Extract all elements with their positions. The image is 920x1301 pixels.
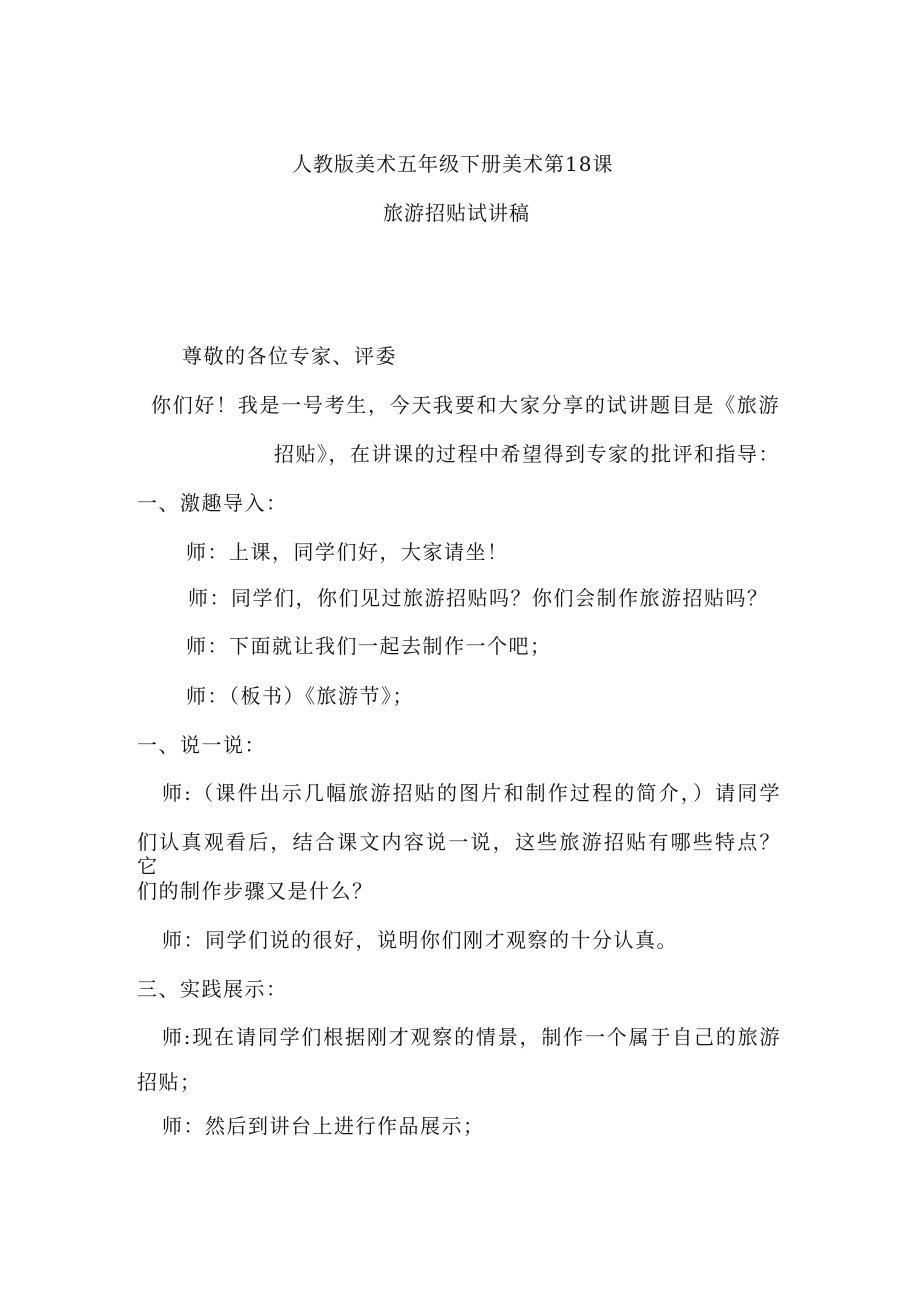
section-heading-discussion: 一、说一说： (137, 733, 266, 757)
paragraph-line: 们的制作步骤又是什么？ (137, 879, 374, 903)
intro-line-2: 招贴》，在讲课的过程中希望得到专家的批评和指导： (274, 442, 780, 466)
paragraph-line: 们认真观看后，结合课文内容说一说，这些旅游招贴有哪些特点？它 (137, 830, 781, 878)
section-heading-warmup: 一、激趣导入： (137, 491, 288, 515)
paragraph-line: 师:现在请同学们根据刚才观察的情景，制作一个属于自己的旅游 (162, 1025, 781, 1049)
paragraph-line: 师：同学们说的很好，说明你们刚才观察的十分认真。 (162, 928, 678, 952)
dialogue-line: 师：下面就让我们一起去制作一个吧； (186, 634, 552, 658)
document-subtitle: 旅游招贴试讲稿 (383, 201, 530, 225)
dialogue-line: 师：上课，同学们好，大家请坐！ (186, 540, 509, 564)
salutation: 尊敬的各位专家、评委 (182, 344, 397, 368)
intro-line-1: 你们好！我是一号考生，今天我要和大家分享的试讲题目是《旅游 (151, 393, 780, 417)
section-heading-practice: 三、实践展示： (137, 977, 288, 1001)
dialogue-line: 师：同学们，你们见过旅游招贴吗？你们会制作旅游招贴吗？ (188, 586, 769, 610)
paragraph-line: 师:（课件出示几幅旅游招贴的图片和制作过程的简介，）请同学 (162, 781, 781, 805)
paragraph-line: 师：然后到讲台上进行作品展示； (162, 1114, 485, 1138)
paragraph-line: 招贴； (137, 1070, 202, 1094)
document-title: 人教版美术五年级下册美术第18课 (292, 152, 614, 176)
dialogue-line: 师：（板书）《旅游节》； (186, 684, 414, 708)
